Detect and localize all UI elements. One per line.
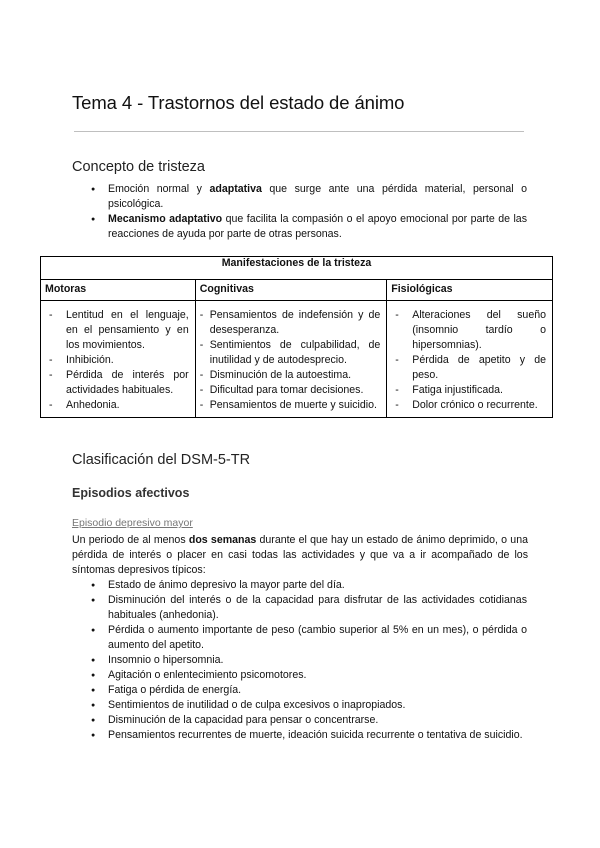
cell-motoras <box>41 301 196 418</box>
symptom-item: ● Pensamientos recurrentes de muerte, ideación suicida recurrente o tentativa de suicidio. <box>73 728 527 743</box>
cognitivas-list <box>200 308 381 413</box>
concept-bullet <box>73 212 527 242</box>
episode-title: Episodio depresivo mayor <box>72 517 193 529</box>
list-item: - Inhibición. <box>47 353 189 368</box>
episodes-heading: Episodios afectivos <box>72 486 190 500</box>
symptom-item: ● Fatiga o pérdida de energía. <box>73 683 527 698</box>
table-caption-row <box>41 257 553 280</box>
list-item: - Pérdida de apetito y de peso. <box>393 353 546 383</box>
symptom-item: ● Estado de ánimo depresivo la mayor parte del día. <box>73 578 527 593</box>
list-item: - Anhedonia. <box>47 398 189 413</box>
list-item: - Disminución de la autoestima. <box>200 368 381 383</box>
episode-intro <box>72 533 528 578</box>
cell-fisiologicas <box>387 301 553 418</box>
symptoms-list <box>73 578 527 743</box>
col-header-cognitivas: Cognitivas <box>195 280 387 301</box>
list-item: - Pensamientos de indefensión y de desesperanza. <box>200 308 381 338</box>
list-item: - Dificultad para tomar decisiones. <box>200 383 381 398</box>
text-run: Un periodo de al menos <box>72 534 189 546</box>
symptom-item: ● Disminución de la capacidad para pensar o concentrarse. <box>73 713 527 728</box>
list-item: - Fatiga injustificada. <box>393 383 546 398</box>
list-item: - Alteraciones del sueño (insomnio tardío o hipersomnias). <box>393 308 546 353</box>
symptom-item: ● Disminución del interés o de la capacidad para disfrutar de las actividades cotidianas habituales (anhedonia). <box>73 593 527 623</box>
fisiologicas-list <box>393 308 546 413</box>
list-item: - Lentitud en el lenguaje, en el pensamiento y en los movimientos. <box>47 308 189 353</box>
concept-heading: Concepto de tristeza <box>72 159 205 175</box>
symptom-item: ● Pérdida o aumento importante de peso (cambio superior al 5% en un mes), o pérdida o aumento del apetito. <box>73 623 527 653</box>
text-run: que surge ante una pérdida material, personal o psicológica. <box>108 183 527 210</box>
table-caption: Manifestaciones de la tristeza <box>41 257 553 280</box>
list-item: - Dolor crónico o recurrente. <box>393 398 546 413</box>
text-run: que facilita la compasión o el apoyo emocional por parte de las reacciones de ayuda por parte de otras personas. <box>108 213 528 240</box>
col-header-fisiologicas: Fisiológicas <box>387 280 553 301</box>
concept-list <box>73 182 527 242</box>
text-run: durante el que hay un estado de ánimo deprimido, o una pérdida de interés o placer en casi todas las actividades y que va a ir acompañado de los síntomas depresivos típicos: <box>72 534 528 576</box>
bold-run: Mecanismo adaptativo <box>108 213 223 225</box>
motoras-list <box>47 308 189 413</box>
page-title: Tema 4 - Trastornos del estado de ánimo <box>72 92 405 113</box>
symptom-item: ● Sentimientos de inutilidad o de culpa excesivos o inapropiados. <box>73 698 527 713</box>
table-header-row <box>41 280 553 301</box>
list-item: - Sentimientos de culpabilidad, de inutilidad y de autodesprecio. <box>200 338 381 368</box>
bold-run: adaptativa <box>209 183 262 195</box>
list-item: - Pérdida de interés por actividades habituales. <box>47 368 189 398</box>
concept-bullet <box>73 182 527 212</box>
table-body-row <box>41 301 553 418</box>
list-item: - Pensamientos de muerte y suicidio. <box>200 398 381 413</box>
dsm-heading: Clasificación del DSM-5-TR <box>72 452 251 468</box>
cell-cognitivas <box>195 301 387 418</box>
title-divider <box>74 131 524 132</box>
col-header-motoras: Motoras <box>41 280 196 301</box>
text-run: Emoción normal y <box>108 183 210 195</box>
symptom-item: ● Insomnio o hipersomnia. <box>73 653 527 668</box>
symptom-item: ● Agitación o enlentecimiento psicomotores. <box>73 668 527 683</box>
bold-run: dos semanas <box>188 534 257 546</box>
manifestations-table <box>40 256 553 418</box>
